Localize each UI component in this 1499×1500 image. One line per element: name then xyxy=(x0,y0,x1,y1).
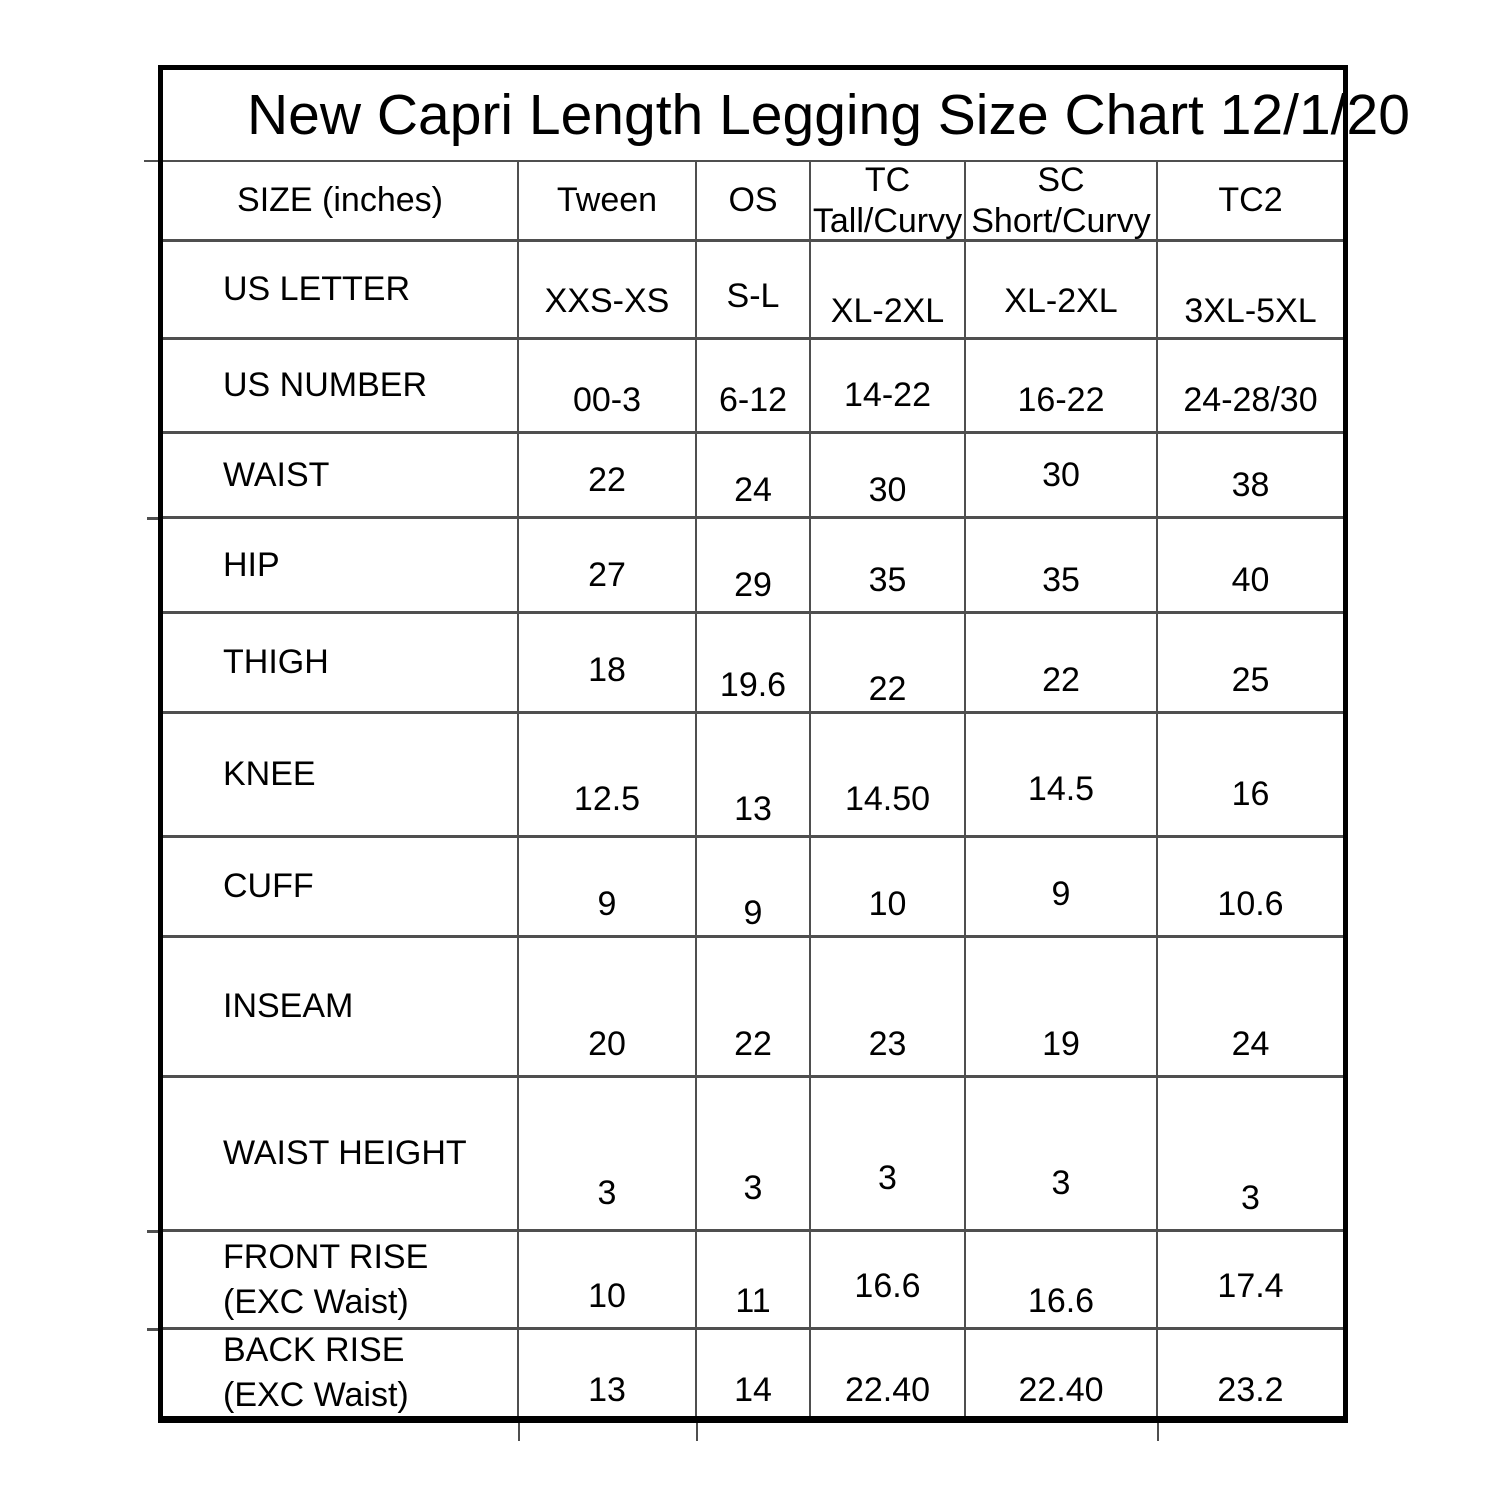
row-label-us-letter: US LETTER xyxy=(163,242,519,340)
cell-front-rise-tween: 10 xyxy=(519,1232,697,1330)
cell-inseam-tween: 20 xyxy=(519,938,697,1078)
gridline-stub xyxy=(1157,1423,1159,1441)
cell-back-rise-tc2: 23.2 xyxy=(1217,1371,1284,1409)
cell-front-rise-tc: 16.6 xyxy=(811,1232,966,1330)
column-header-size: SIZE (inches) xyxy=(163,162,519,242)
cell-thigh-sc: 22 xyxy=(966,614,1158,714)
column-header-tc-tall-curvy xyxy=(811,162,966,242)
cell-waist-sc: 30 xyxy=(966,434,1158,519)
cell-front-rise-os: 11 xyxy=(697,1232,811,1330)
label-line-2: (EXC Waist) xyxy=(223,1282,409,1321)
cell-back-rise-os: 14 xyxy=(697,1330,811,1416)
cell-back-rise-tc: 22.40 xyxy=(811,1330,966,1416)
cell-us-number-tween: 00-3 xyxy=(519,340,697,434)
cell-inseam-os: 22 xyxy=(697,938,811,1078)
cell-us-number-sc: 16-22 xyxy=(966,340,1158,434)
cell-waist-height-tween: 3 xyxy=(519,1078,697,1232)
cell-front-rise-tc2: 17.4 xyxy=(1158,1232,1343,1330)
label-line-2: (EXC Waist) xyxy=(223,1376,409,1414)
cell-hip-tc2: 40 xyxy=(1158,519,1343,614)
label-line-1: FRONT RISE xyxy=(223,1237,429,1276)
cell-us-number-tc: 14-22 xyxy=(811,340,966,434)
row-label-waist: WAIST xyxy=(163,434,519,519)
cell-us-number-tc2: 24-28/30 xyxy=(1158,340,1343,434)
cell-us-letter-sc: XL-2XL xyxy=(966,242,1158,340)
cell-thigh-tween: 18 xyxy=(519,614,697,714)
row-label-cuff: CUFF xyxy=(163,838,519,938)
cell-knee-tc2: 16 xyxy=(1158,714,1343,838)
cell-inseam-tc2: 24 xyxy=(1158,938,1343,1078)
cell-cuff-os: 9 xyxy=(697,838,811,938)
cell-hip-os: 29 xyxy=(697,519,811,614)
cell-knee-sc: 14.5 xyxy=(966,714,1158,838)
row-label-back-rise xyxy=(163,1330,519,1416)
gridline-stub xyxy=(518,1423,520,1441)
header-line-2: Tall/Curvy xyxy=(812,201,963,240)
cell-us-letter-tc: XL-2XL xyxy=(811,242,966,340)
header-line-1: SC xyxy=(1037,160,1085,199)
size-chart-grid xyxy=(163,162,1343,1416)
cell-front-rise-sc: 16.6 xyxy=(966,1232,1158,1330)
cell-hip-tc: 35 xyxy=(811,519,966,614)
column-header-sc-short-curvy xyxy=(966,162,1158,242)
gridline-stub xyxy=(147,517,158,520)
row-label-knee: KNEE xyxy=(163,714,519,838)
cell-thigh-os: 19.6 xyxy=(697,614,811,714)
cell-back-rise-tween: 13 xyxy=(519,1330,697,1416)
cell-cuff-sc: 9 xyxy=(966,838,1158,938)
cell-cuff-tween: 9 xyxy=(519,838,697,938)
header-line-1: TC xyxy=(864,160,911,199)
header-line-2: Short/Curvy xyxy=(971,201,1151,240)
cell-inseam-tc: 23 xyxy=(811,938,966,1078)
cell-us-number-os: 6-12 xyxy=(697,340,811,434)
cell-cuff-tc: 10 xyxy=(811,838,966,938)
cell-thigh-tc2: 25 xyxy=(1158,614,1343,714)
gridline-stub xyxy=(147,1230,158,1233)
cell-hip-sc: 35 xyxy=(966,519,1158,614)
cell-waist-height-os: 3 xyxy=(697,1078,811,1232)
cell-hip-tween: 27 xyxy=(519,519,697,614)
cell-cuff-tc2: 10.6 xyxy=(1158,838,1343,938)
cell-waist-height-tc: 3 xyxy=(811,1078,966,1232)
cell-us-letter-tc2: 3XL-5XL xyxy=(1158,242,1343,340)
row-label-inseam: INSEAM xyxy=(163,938,519,1078)
column-header-os: OS xyxy=(697,162,811,242)
cell-us-letter-tween: XXS-XS xyxy=(519,242,697,340)
cell-waist-tween: 22 xyxy=(519,434,697,519)
row-label-us-number: US NUMBER xyxy=(163,340,519,434)
row-label-hip: HIP xyxy=(163,519,519,614)
column-header-tc2: TC2 xyxy=(1158,162,1343,242)
size-chart-table xyxy=(158,65,1410,1423)
cell-waist-height-sc: 3 xyxy=(966,1078,1158,1232)
gridline-stub xyxy=(144,160,158,162)
cell-waist-height-tc2: 3 xyxy=(1158,1078,1343,1232)
row-label-front-rise xyxy=(163,1232,519,1330)
row-label-thigh: THIGH xyxy=(163,614,519,714)
cell-inseam-sc: 19 xyxy=(966,938,1158,1078)
chart-title: New Capri Length Legging Size Chart 12/1/20 xyxy=(163,70,1343,162)
cell-waist-tc2: 38 xyxy=(1158,434,1343,519)
label-line-1: BACK RISE xyxy=(223,1331,405,1370)
cell-knee-tc: 14.50 xyxy=(811,714,966,838)
cell-back-rise-sc: 22.40 xyxy=(966,1330,1158,1416)
cell-waist-tc: 30 xyxy=(811,434,966,519)
cell-knee-tween: 12.5 xyxy=(519,714,697,838)
gridline-stub xyxy=(696,1423,698,1441)
column-header-tween: Tween xyxy=(519,162,697,242)
cell-thigh-tc: 22 xyxy=(811,614,966,714)
gridline-stub xyxy=(147,1328,158,1331)
cell-waist-os: 24 xyxy=(697,434,811,519)
cell-us-letter-os: S-L xyxy=(697,242,811,340)
row-label-waist-height: WAIST HEIGHT xyxy=(163,1078,519,1232)
cell-knee-os: 13 xyxy=(697,714,811,838)
